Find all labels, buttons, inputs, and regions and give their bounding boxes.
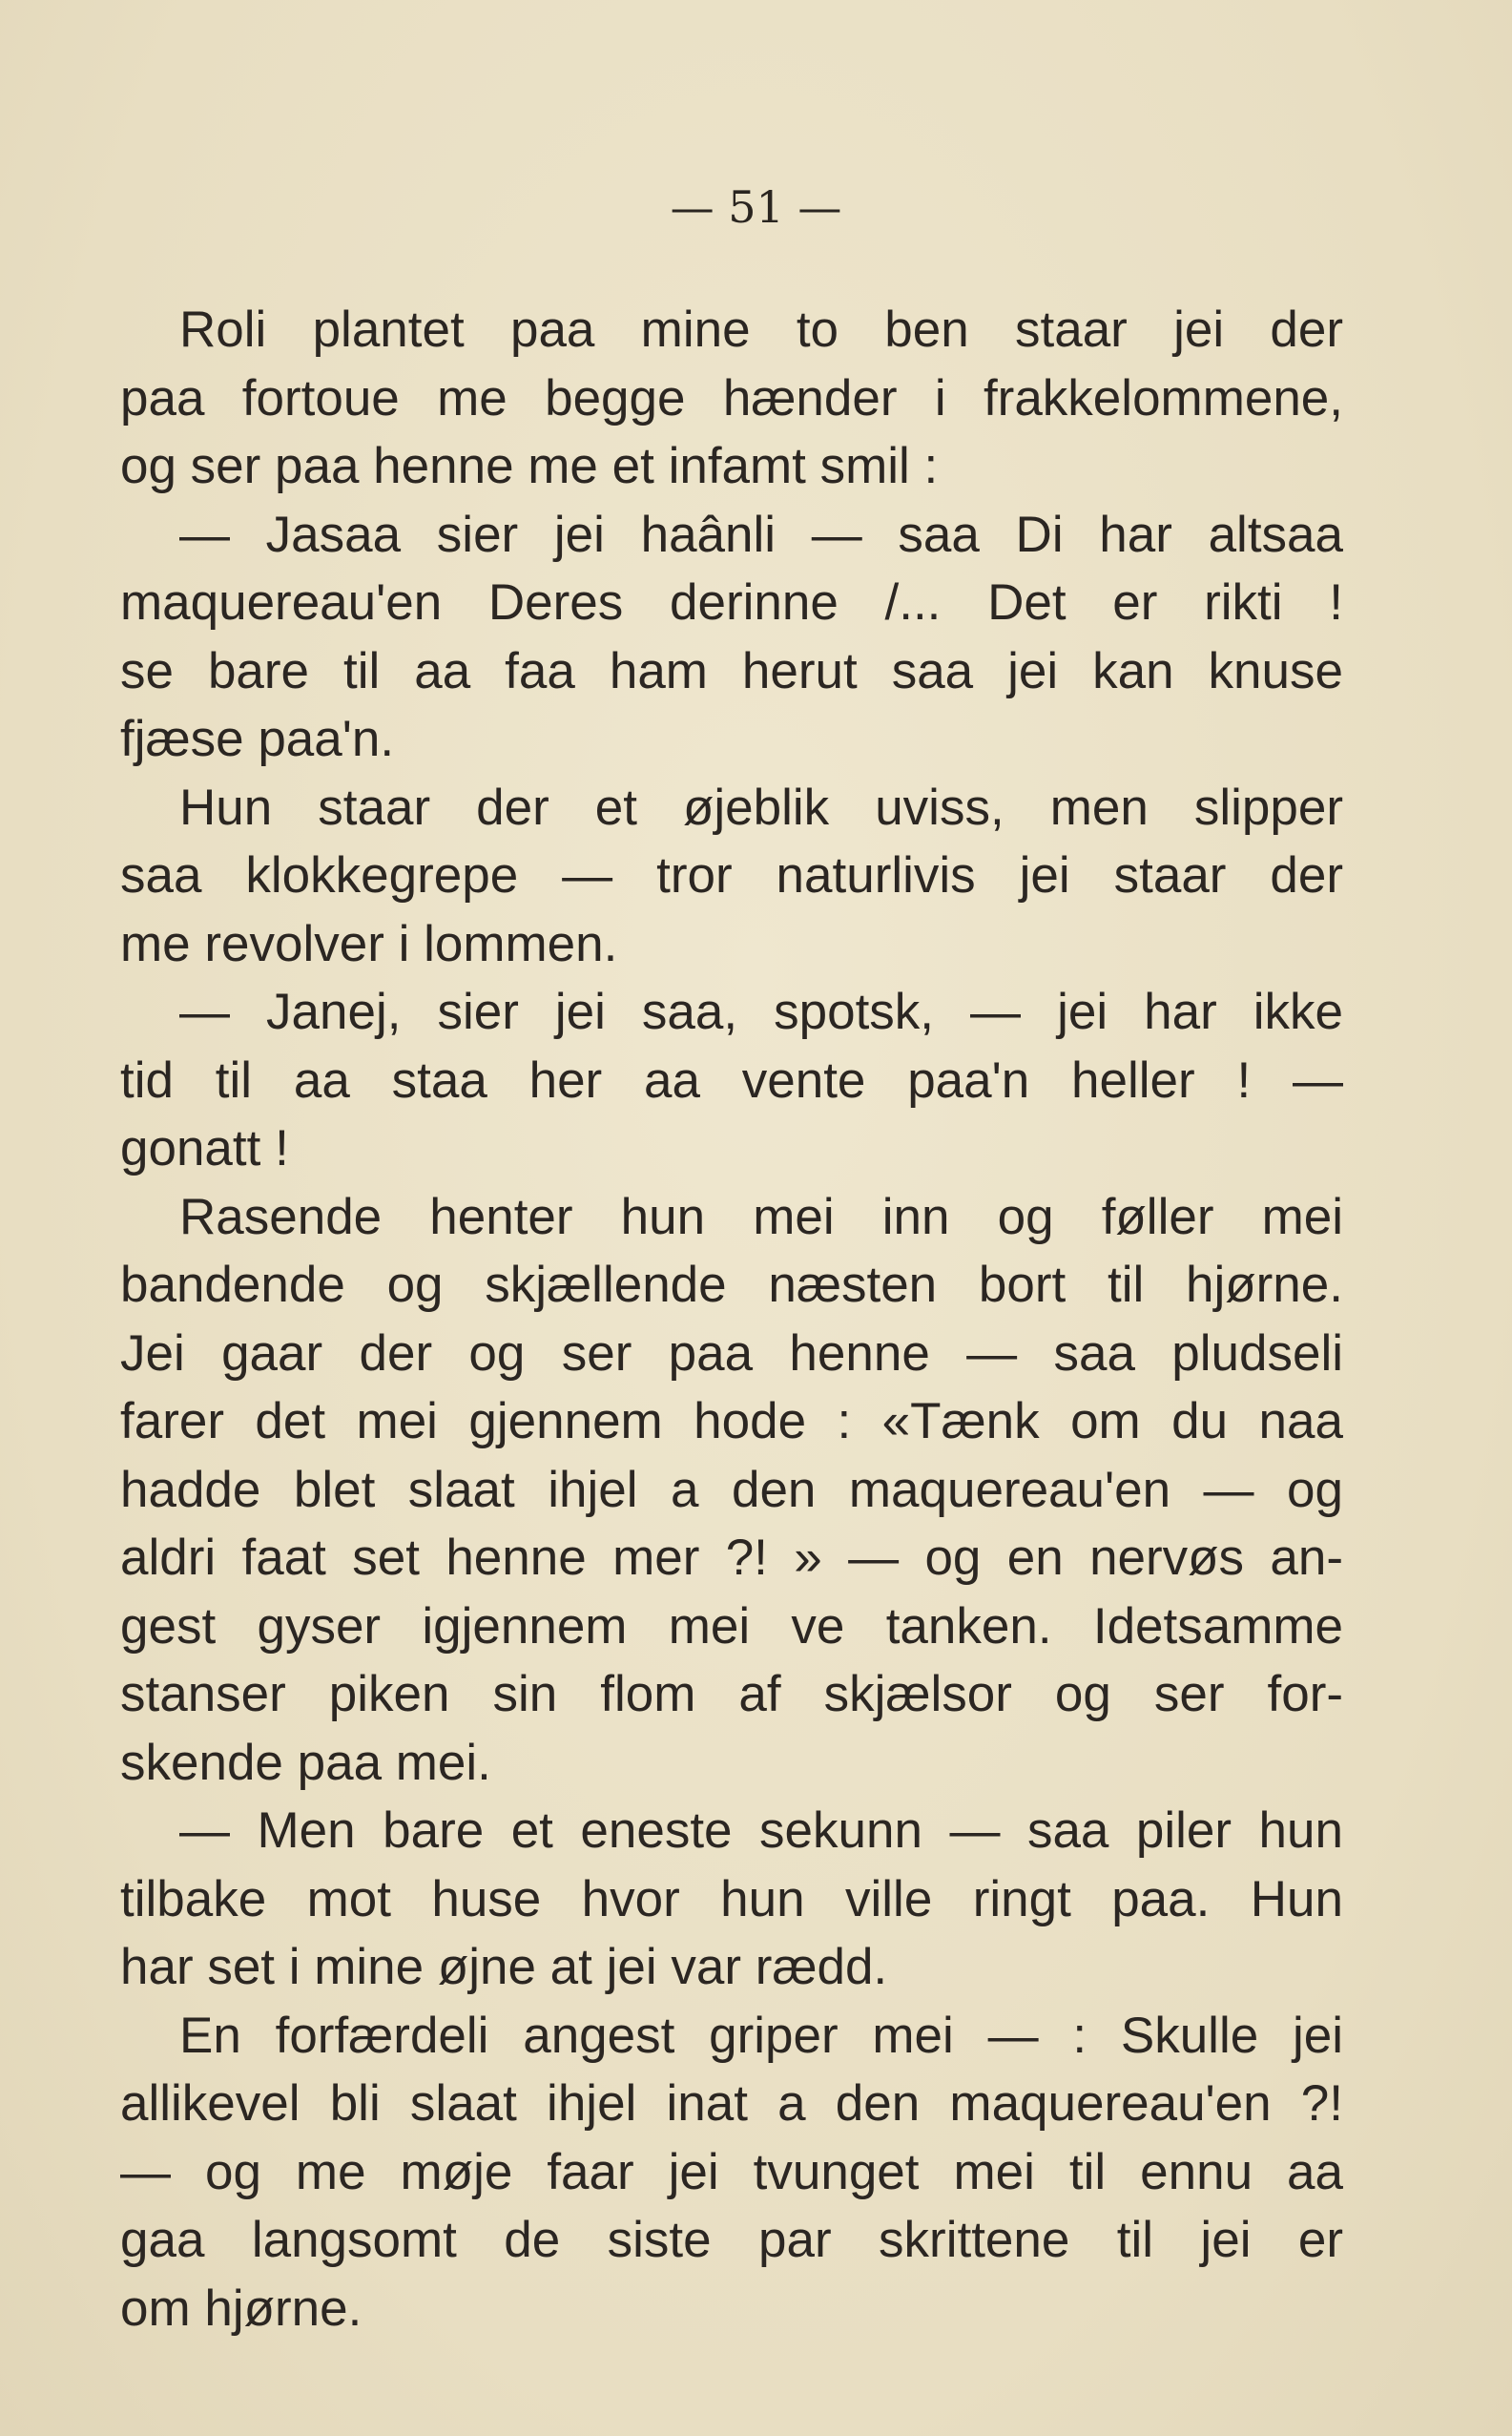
- text-line: gonatt !: [120, 1120, 289, 1176]
- text-line: fjæse paa'n.: [120, 711, 395, 767]
- text-line: farer det mei gjennem hode : «Tænk om du naa: [120, 1393, 1343, 1449]
- page-number: — 51 —: [670, 181, 842, 233]
- text-line: Hun staar der et øjeblik uviss, men slipper: [179, 779, 1343, 836]
- text-line: — Janej, sier jei saa, spotsk, — jei har ikke: [179, 984, 1343, 1040]
- text-line: — Jasaa sier jei haânli — saa Di har altsaa: [179, 506, 1343, 563]
- text-line: tilbake mot huse hvor hun ville ringt paa. Hun: [120, 1870, 1343, 1927]
- text-line: Rasende henter hun mei inn og føller mei: [179, 1188, 1343, 1245]
- text-line: me revolver i lommen.: [120, 915, 618, 972]
- text-line: hadde blet slaat ihjel a den maquereau'en — og: [120, 1461, 1343, 1518]
- text-line: gest gyser igjennem mei ve tanken. Idetsamme: [120, 1597, 1343, 1655]
- text-line: paa fortoue me begge hænder i frakkelommene,: [120, 369, 1343, 427]
- text-line: aldri faat set henne mer ?! » — og en nervøs an-: [120, 1530, 1343, 1586]
- text-line: og ser paa henne me et infamt smil :: [120, 438, 939, 494]
- text-line: bandende og skjællende næsten bort til hjørne.: [120, 1257, 1343, 1313]
- text-line: allikevel bli slaat ihjel inat a den maquereau'en ?!: [120, 2075, 1343, 2132]
- text-line: — Men bare et eneste sekunn — saa piler hun: [179, 1802, 1343, 1859]
- text-line: se bare til aa faa ham herut saa jei kan knuse: [120, 642, 1343, 699]
- text-line: Jei gaar der og ser paa henne — saa pludseli: [120, 1324, 1343, 1382]
- text-line: skende paa mei.: [120, 1734, 491, 1791]
- text-line: har set i mine øjne at jei var rædd.: [120, 1939, 888, 1995]
- text-line: En forfærdeli angest griper mei — : Skulle jei: [179, 2007, 1343, 2064]
- text-line: — og me møje faar jei tvunget mei til ennu aa: [120, 2143, 1343, 2200]
- text-line: om hjørne.: [120, 2280, 362, 2337]
- text-line: maquereau'en Deres derinne /... Det er rikti !: [120, 574, 1343, 631]
- text-line: tid til aa staa her aa vente paa'n heller ! —: [120, 1051, 1343, 1109]
- body-text: [120, 296, 1343, 2342]
- text-line: stanser piken sin flom af skjælsor og ser for-: [120, 1666, 1343, 1722]
- text-line: Roli plantet paa mine to ben staar jei der: [179, 302, 1343, 358]
- text-line: saa klokkegrepe — tror naturlivis jei staar der: [120, 847, 1343, 904]
- text-line: gaa langsomt de siste par skrittene til jei er: [120, 2212, 1343, 2268]
